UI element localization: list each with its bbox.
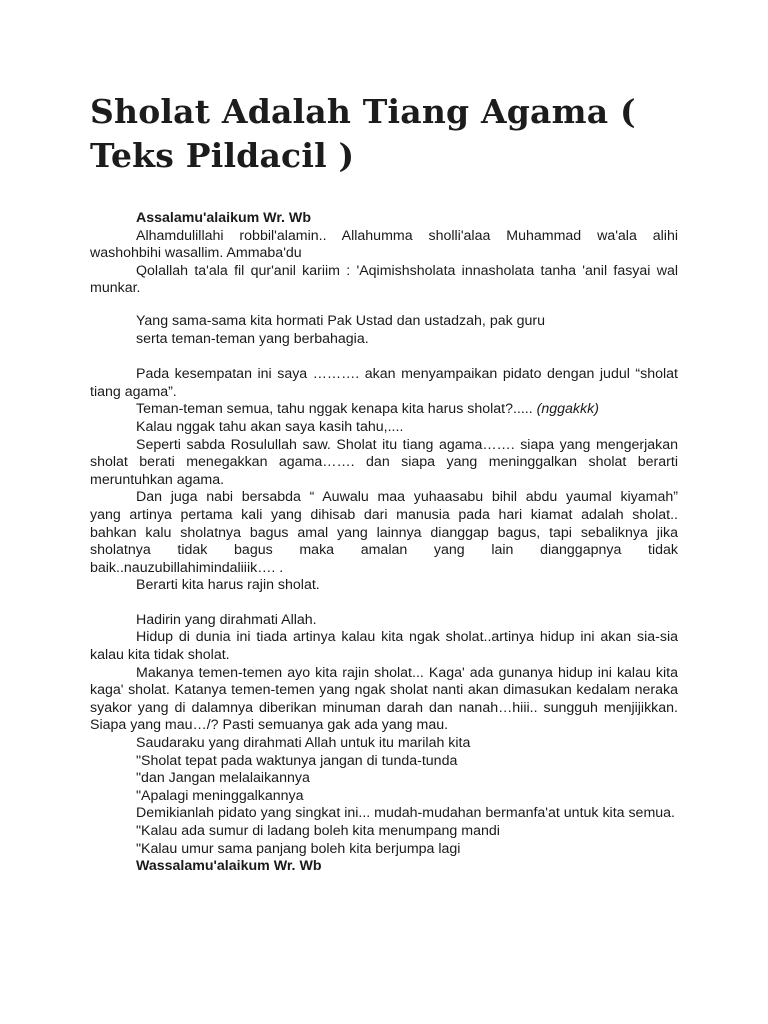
speech-body bbox=[90, 210, 678, 876]
paragraph-conclusion-1: Berarti kita harus rajin sholat. bbox=[136, 577, 320, 594]
spacer bbox=[90, 595, 678, 612]
paragraph-explain: Kalau nggak tahu akan saya kasih tahu,.... bbox=[136, 418, 404, 435]
hadith-line: bahkan kalu sholatnya bagus amal yang lainnya dianggap bagus, tapi sebaliknya jika bbox=[90, 524, 678, 541]
closing-greeting: Wassalamu'alaikum Wr. Wb bbox=[136, 858, 322, 875]
document-title: Sholat Adalah Tiang Agama ( Teks Pildacil ) bbox=[90, 92, 636, 175]
hadith-line: yang artinya pertama kali yang dihisab dari manusia pada hari kiamat adalah sholat.. bbox=[90, 506, 678, 523]
question-answer-italic: (nggakkk) bbox=[536, 401, 599, 418]
paragraph-respect-line-1: Yang sama-sama kita hormati Pak Ustad dan ustadzah, pak guru bbox=[136, 312, 546, 329]
paragraph-closing: Demikianlah pidato yang singkat ini... mudah-mudahan bermanfa'at untuk kita semua. bbox=[136, 805, 675, 822]
paragraph-warning: Makanya temen-temen ayo kita rajin sholat... Kaga' ada gunanya hidup ini kalau kita kaga' sholat. Katanya temen-temen yang ngak sholat nanti akan dimasukan kedalam neraka syakor yang di dalamnya diberikan minuman darah dan nanah…hiii.. sungguh menjijikkan. Siapa yang mau…/? Pasti semuanya gak ada yang mau. bbox=[90, 664, 678, 734]
paragraph-opening-praise: Alhamdulillahi robbil'alamin.. Allahumma sholli'alaa Muhammad wa'ala alihi washohbihi wasallim. Ammaba'du bbox=[90, 227, 678, 262]
paragraph-question bbox=[90, 401, 678, 419]
paragraph-life-meaning: Hidup di dunia ini tiada artinya kalau kita ngak sholat..artinya hidup ini akan sia-sia kalau kita tidak sholat. bbox=[90, 629, 678, 664]
spacer bbox=[90, 348, 678, 366]
paragraph-invitation: Saudaraku yang dirahmati Allah untuk itu marilah kita bbox=[136, 735, 471, 752]
paragraph-pantun-2: "Kalau umur sama panjang boleh kita berjumpa lagi bbox=[136, 840, 461, 857]
hadith-line: Dan juga nabi bersabda “ Auwalu maa yuhaasabu bihil abdu yaumal kiyamah” bbox=[136, 489, 678, 506]
paragraph-advice-2: "dan Jangan melalaikannya bbox=[136, 770, 310, 787]
paragraph-advice-1: "Sholat tepat pada waktunya jangan di tunda-tunda bbox=[136, 752, 458, 769]
question-text: Teman-teman semua, tahu nggak kenapa kita harus sholat?..... bbox=[136, 401, 537, 418]
paragraph-respect-line-2: serta teman-teman yang berbahagia. bbox=[136, 330, 369, 347]
paragraph-introduction: Pada kesempatan ini saya ………. akan menyampaikan pidato dengan judul “sholat tiang agama”. bbox=[90, 366, 678, 400]
paragraph-audience: Hadirin yang dirahmati Allah. bbox=[136, 611, 317, 628]
hadith-line: sholatnya tidak bagus maka amalan yang lain dianggapnya tidak bbox=[90, 542, 678, 559]
paragraph-pantun-1: "Kalau ada sumur di ladang boleh kita menumpang mandi bbox=[136, 823, 500, 839]
paragraph-advice-3: "Apalagi meninggalkannya bbox=[136, 787, 304, 804]
paragraph-quran-quote: Qolallah ta'ala fil qur'anil kariim : 'Aqimishsholata innasholata tanha 'anil fasyai wal munkar. bbox=[90, 262, 678, 297]
hadith-line: baik..nauzubillahimindaliiik…. . bbox=[90, 559, 284, 576]
opening-greeting: Assalamu'alaikum Wr. Wb bbox=[136, 210, 311, 226]
paragraph-hadith-reckoning bbox=[90, 489, 678, 577]
spacer bbox=[90, 298, 678, 313]
paragraph-hadith-pillar: Seperti sabda Rosulullah saw. Sholat itu tiang agama……. siapa yang mengerjakan sholat berati menegakkan agama……. dan siapa yang meninggalkan sholat berarti meruntuhkan agama. bbox=[90, 436, 678, 488]
